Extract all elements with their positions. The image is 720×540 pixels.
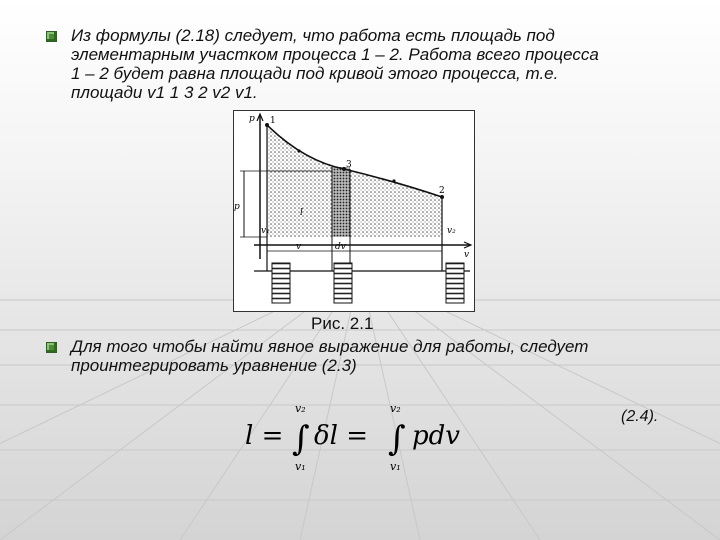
formula-integrand: pdv [412, 421, 460, 451]
integral-sign-2: ∫ [388, 419, 406, 459]
upper-limit-1: v₂ [295, 402, 306, 415]
formula-mid: δl = [314, 421, 369, 451]
point-2-label: 2 [439, 186, 445, 196]
text-line: проинтегрировать уравнение (2.3) [71, 356, 357, 375]
pv-diagram [234, 111, 474, 311]
work-integral-formula [240, 398, 480, 476]
text-line: 1 – 2 будет равна площади под кривой этого процесса, т.е. [71, 64, 559, 83]
paragraph-integrate [71, 337, 588, 375]
formula-lhs: l = [245, 421, 284, 451]
equation-number: (2.4). [621, 408, 659, 425]
dv-strip [332, 167, 350, 237]
piston-middle [334, 263, 352, 303]
text-line: площади v1 1 3 2 v2 v1. [71, 83, 258, 102]
work-label: l [300, 208, 303, 218]
text-line: элементарным участком процесса 1 – 2. Работа всего процесса [71, 45, 599, 64]
v-dim-label: v [296, 242, 302, 252]
figure-caption: Рис. 2.1 [311, 314, 374, 333]
piston-left [272, 263, 290, 303]
integral-sign-1: ∫ [292, 419, 310, 459]
piston-right [446, 263, 464, 303]
pressure-label: p [234, 202, 240, 212]
v1-label: v₁ [261, 226, 270, 236]
formula-svg [240, 398, 480, 476]
axis-p-label: p [249, 114, 255, 124]
point-3-label: 3 [346, 160, 352, 170]
point-1-label: 1 [270, 116, 276, 126]
lower-limit-2: v₁ [390, 460, 401, 473]
paragraph-work-area [71, 26, 599, 102]
upper-limit-2: v₂ [390, 402, 401, 415]
text-line: Из формулы (2.18) следует, что работа есть площадь под [71, 26, 555, 45]
bullet-icon [46, 342, 57, 353]
work-area [267, 125, 442, 237]
bullet-icon [46, 31, 57, 42]
v2-label: v₂ [447, 226, 456, 236]
axis-v-label: v [464, 250, 470, 260]
dv-label: dv [335, 242, 346, 252]
text-line: Для того чтобы найти явное выражение для работы, следует [71, 337, 589, 356]
figure-pv-diagram [233, 110, 475, 312]
lower-limit-1: v₁ [295, 460, 306, 473]
